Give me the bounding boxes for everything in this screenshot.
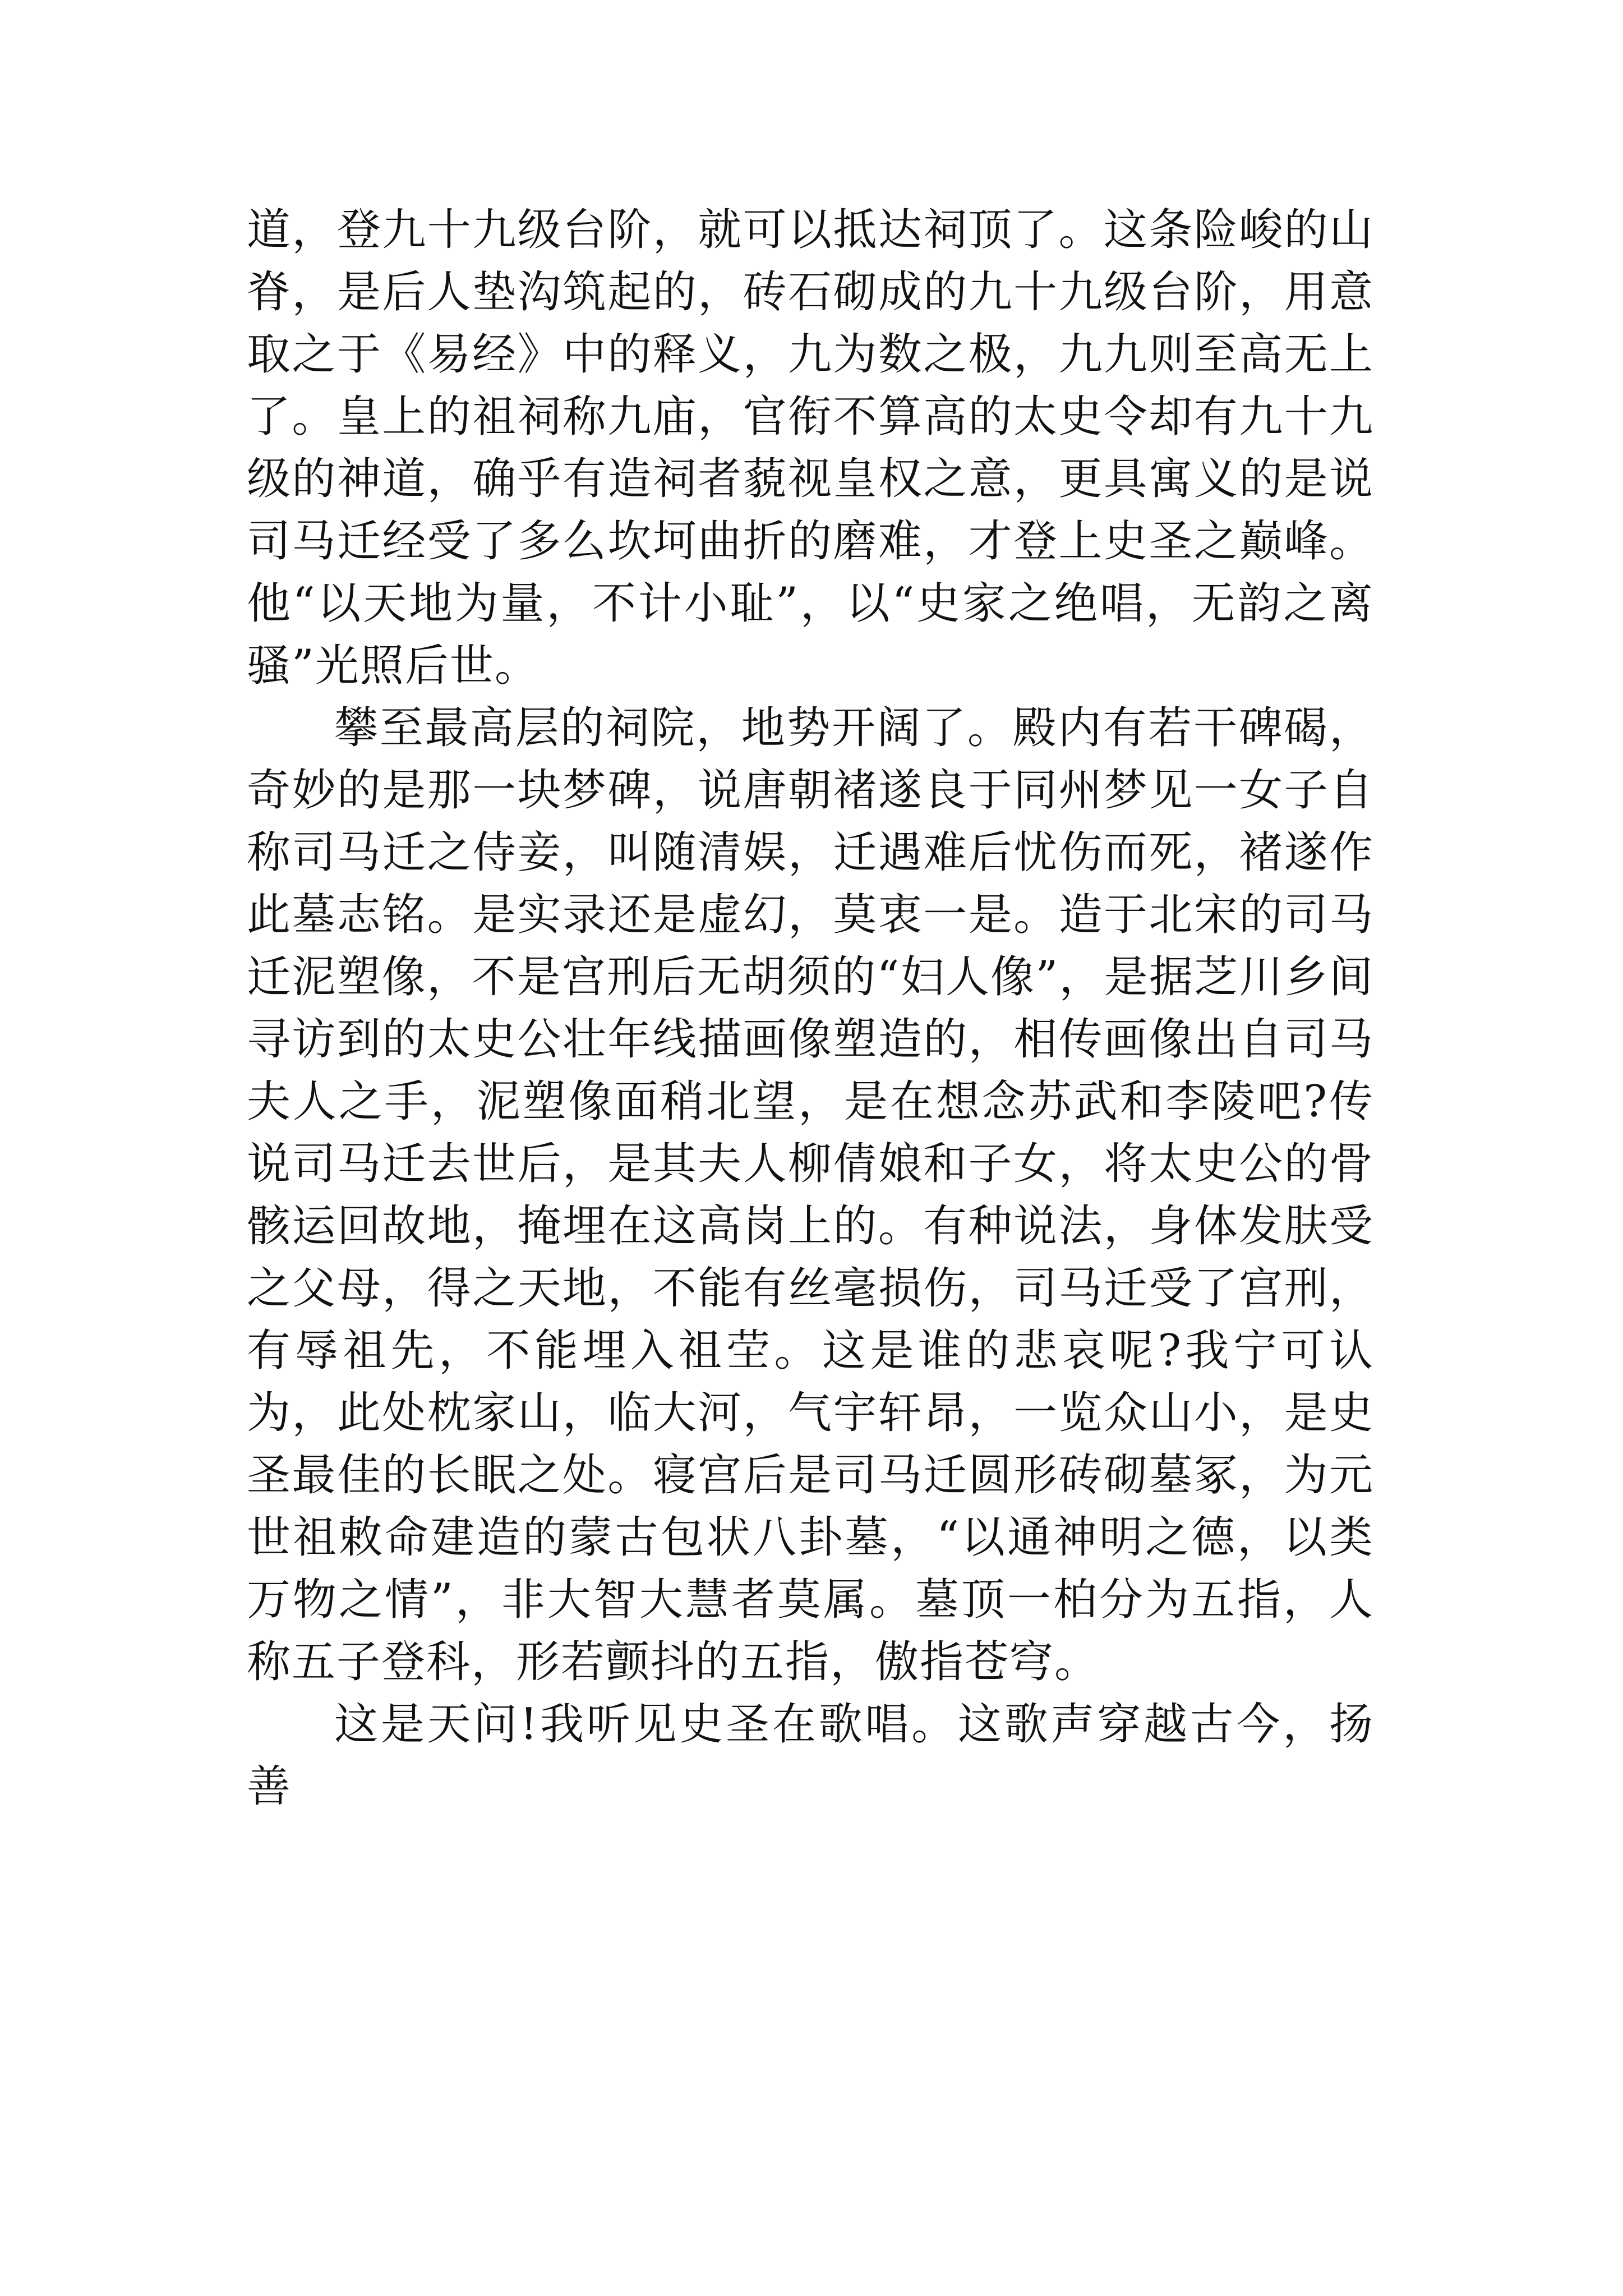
body-text	[247, 199, 1374, 1818]
paragraph-continued: 道，登九十九级台阶，就可以抵达祠顶了。这条险峻的山脊，是后人垫沟筑起的，砖石砌成的九十九级台阶，用意取之于《易经》中的释义，九为数之极，九九则至高无上了。皇上的祖祠称九庙，官衔不算高的太史令却有九十九级的神道，确乎有造祠者藐视皇权之意，更具寓义的是说司马迁经受了多么坎坷曲折的磨难，才登上史圣之巅峰。他“以天地为量，不计小耻”，以“史家之绝唱，无韵之离骚”光照后世。	[247, 205, 1374, 691]
paragraph: 这是天问!我听见史圣在歌唱。这歌声穿越古今，扬善	[247, 1699, 1374, 1812]
paragraph: 攀至最高层的祠院，地势开阔了。殿内有若干碑碣，奇妙的是那一块梦碑，说唐朝褚遂良于同州梦见一女子自称司马迁之侍妾，叫随清娱，迁遇难后忧伤而死，褚遂作此墓志铭。是实录还是虚幻，莫衷一是。造于北宋的司马迁泥塑像，不是宫刑后无胡须的“妇人像”，是据芝川乡间寻访到的太史公壮年线描画像塑造的，相传画像出自司马夫人之手，泥塑像面稍北望，是在想念苏武和李陵吧?传说司马迁去世后，是其夫人柳倩娘和子女，将太史公的骨骸运回故地，掩埋在这高岗上的。有种说法，身体发肤受之父母，得之天地，不能有丝毫损伤，司马迁受了宫刑，有辱祖先，不能埋入祖茔。这是谁的悲哀呢?我宁可认为，此处枕家山，临大河，气宇轩昂，一览众山小，是史圣最佳的长眠之处。寝宫后是司马迁圆形砖砌墓冢，为元世祖敕命建造的蒙古包状八卦墓，“以通神明之德，以类万物之情”，非大智大慧者莫属。墓顶一柏分为五指，人称五子登科，形若颤抖的五指，傲指苍穹。	[247, 703, 1374, 1687]
